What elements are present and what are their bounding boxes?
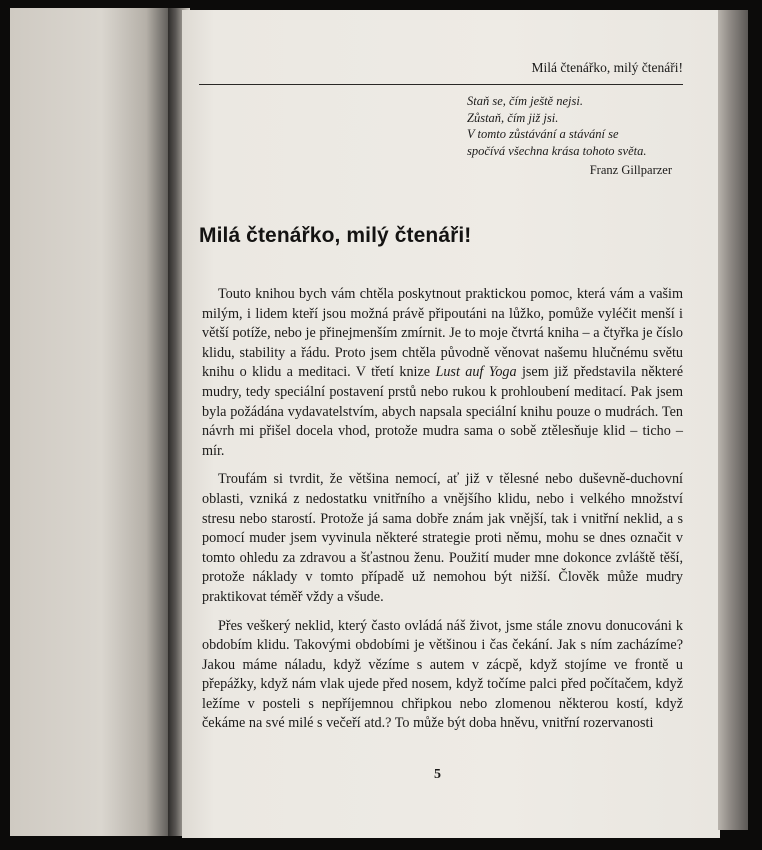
epigraph-line: spočívá všechna krása tohoto světa. xyxy=(467,144,647,159)
left-page-edge xyxy=(10,8,176,836)
epigraph-line: Staň se, čím ještě nejsi. xyxy=(467,94,583,108)
page-number: 5 xyxy=(434,767,441,782)
epigraph-line: Zůstaň, čím již jsi. xyxy=(467,110,559,125)
epigraph xyxy=(467,93,685,160)
paragraph-text: Touto knihou bych vám chtěla poskytnout praktickou pomoc, která vám a vašim milým, i lidem kteří jsou možná právě připoutáni na lůžko, pomůže vyléčit menší i větší potíže, nebo je přinejmenším zmírnit. Je to moje čtvrtá kniha – a čtyřka je číslo klidu, stability a řádu. Proto jsem chtěla původně věnovat našemu hlučnému světu knihu o klidu a meditaci. V třetí knize xyxy=(202,286,683,381)
body-text xyxy=(202,285,683,734)
right-page-edge xyxy=(718,10,748,830)
epigraph-line: V tomto zůstávání a stávání se xyxy=(467,127,619,142)
paragraph: Přes veškerý neklid, který často ovládá náš život, jsme stále znovu donucováni k obdobím klidu. Takovými obdobími je většinou i čas čekání. Jak s ním zacházíme? Jakou máme náladu, když vězíme s autem v zácpě, když stojíme ve frontě u přepážky, když nám vlak ujede před nosem, když točíme palci před počítačem, když ležíme v posteli s nepříjemnou chřipkou nebo zlomenou některou kostí, když čekáme na své milé s večeří atd.? To může být doba hněvu, vnitřní rozervanosti xyxy=(202,617,683,732)
running-head: Milá čtenářko, milý čtenáři! xyxy=(531,60,683,75)
paragraph xyxy=(202,285,683,461)
header-rule xyxy=(199,84,683,85)
book-title: Lust auf Yoga xyxy=(435,364,517,381)
epigraph-author: Franz Gillparzer xyxy=(589,163,672,177)
paragraph-text: jsem již představila některé mudry, tedy speciální postavení prstů nebo rukou k prohloubení meditací. Pak jsem byla požádána vydavatelstvím, abych napsala speciální knihu pouze o mudrách. Ten návrh mi přišel docela vhod, protože mudra sama o sobě ztělesňuje klid – ticho – mír. xyxy=(202,364,684,459)
chapter-title: Milá čtenářko, milý čtenáři! xyxy=(199,224,472,247)
paragraph: Troufám si tvrdit, že většina nemocí, ať již v tělesné nebo duševně-duchovní oblasti, vzniká z nedostatku vnitřního a vnějšího klidu, nebo i velkého množství stresu nebo starostí. Protože já sama dobře znám jak vnější, tak i vnitřní neklid, a s pomocí muder jsem vyvinula některé strategie proti němu, mohu se dnes označit v tomto ohledu za zdravou a šťastnou ženu. Použití muder mne dokonce zvláště těší, protože náklady v tomto případě už nemohou být nižší. Člověk může mudry praktikovat téměř vždy a všude. xyxy=(202,471,683,605)
